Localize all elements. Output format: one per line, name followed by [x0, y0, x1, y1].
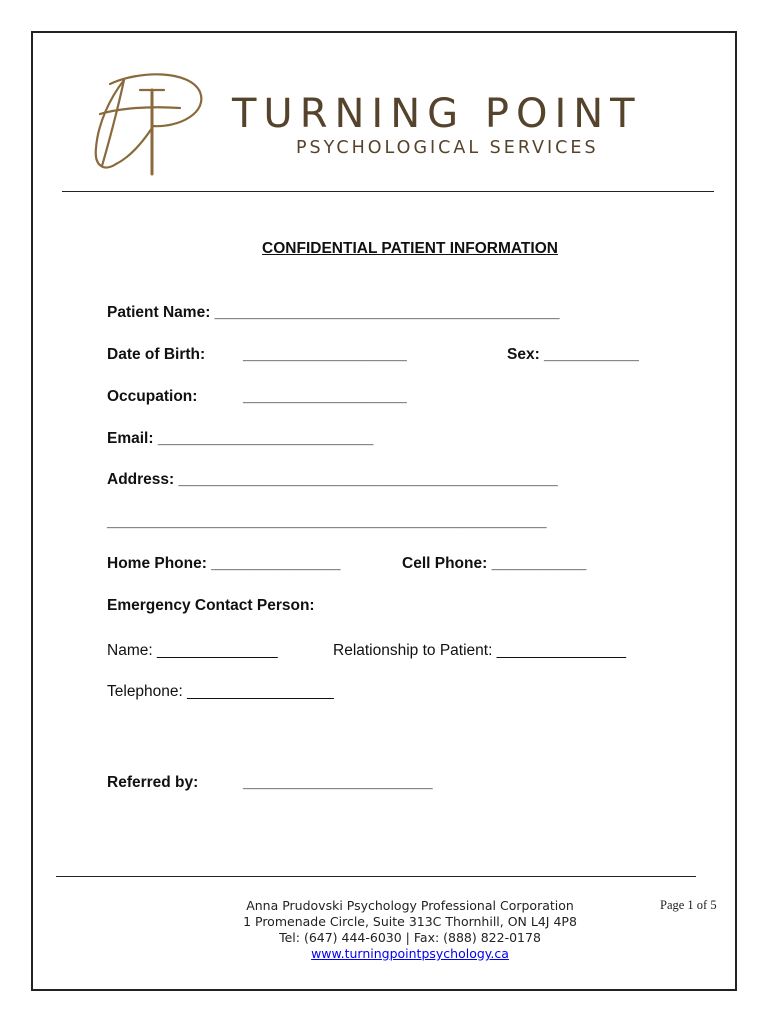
address-field[interactable]: Address: ____________________________________________ [107, 471, 558, 488]
logo-monogram-icon [80, 68, 220, 176]
date-of-birth-field[interactable]: ___________________ [243, 346, 407, 363]
referred-by-label: Referred by: [107, 774, 199, 791]
footer-divider [56, 876, 696, 877]
email-field[interactable]: Email: _________________________ [107, 430, 374, 447]
logo [80, 68, 680, 178]
footer [160, 898, 660, 962]
brand-subtitle: PSYCHOLOGICAL SERVICES [296, 138, 599, 158]
footer-corporation: Anna Prudovski Psychology Professional Corporation [246, 898, 574, 913]
website-link[interactable]: www.turningpointpsychology.ca [311, 946, 509, 961]
occupation-label: Occupation: [107, 388, 198, 405]
home-phone-field[interactable]: Home Phone: _______________ [107, 555, 341, 572]
date-of-birth-label: Date of Birth: [107, 346, 206, 363]
relationship-field[interactable]: Relationship to Patient: _______________ [333, 642, 627, 659]
occupation-field[interactable]: ___________________ [243, 388, 407, 405]
cell-phone-field[interactable]: Cell Phone: ___________ [402, 555, 587, 572]
form-title: CONFIDENTIAL PATIENT INFORMATION [262, 240, 558, 257]
emergency-contact-heading: Emergency Contact Person: [107, 597, 315, 614]
footer-address: 1 Promenade Circle, Suite 313C Thornhill, ON L4J 4P8 [243, 914, 577, 929]
emergency-telephone-field[interactable]: Telephone: _________________ [107, 683, 334, 700]
patient-name-field[interactable]: Patient Name: ________________________________________ [107, 304, 560, 321]
brand-title: TURNING POINT [232, 91, 642, 137]
emergency-name-field[interactable]: Name: ______________ [107, 642, 278, 659]
footer-phones: Tel: (647) 444-6030 | Fax: (888) 822-0178 [279, 930, 541, 945]
address-line2-field[interactable]: ___________________________________________________ [107, 513, 547, 530]
page-number: Page 1 of 5 [660, 898, 717, 912]
referred-by-field[interactable]: ______________________ [243, 774, 433, 791]
header-divider [62, 191, 714, 192]
sex-field[interactable]: Sex: ___________ [507, 346, 639, 363]
